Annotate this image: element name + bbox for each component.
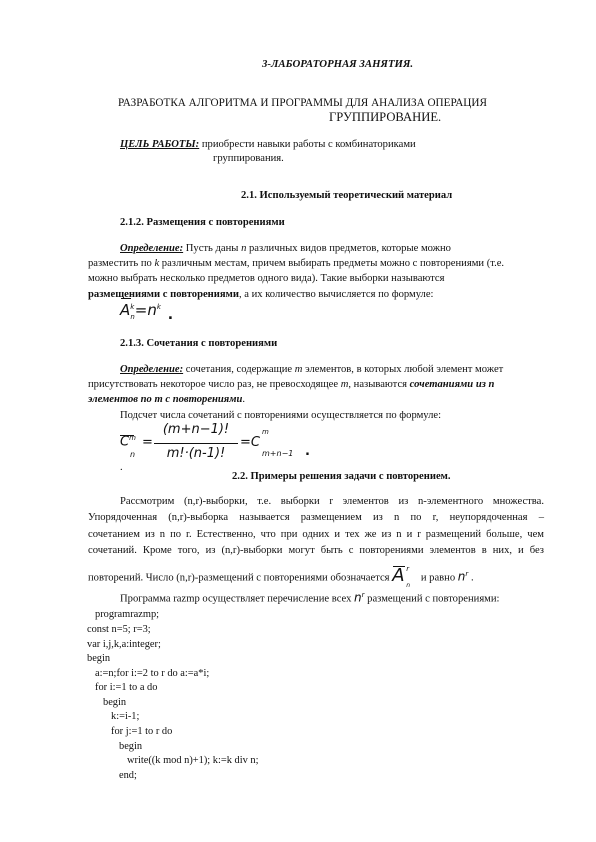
definition-text: Пусть даны (183, 243, 242, 254)
paragraph-line: сочетаний. Кроме того, из (n,r)-выборки могут быть с повторениями элементов в них, и без (88, 544, 544, 556)
definition-text: различным местам, причем выбирать предметы можно с повторениями (т.е. (159, 258, 505, 270)
code-line: write((k mod n)+1); k:=k div n; (127, 755, 259, 766)
var-k: k (154, 258, 160, 270)
placements-formula (120, 301, 173, 321)
topic-title-line2: ГРУППИРОВАНИЕ. (329, 110, 442, 124)
program-intro (120, 588, 500, 607)
code-line: var i,j,k,a:integer; (87, 639, 161, 650)
paragraph-text: . (468, 572, 474, 584)
section-2-1-2-heading: 2.1.2. Размещения с повторениями (120, 217, 285, 228)
goal-line1 (120, 137, 416, 152)
definition-combinations (88, 362, 544, 423)
code-line: begin (87, 653, 111, 664)
definition-text: . (242, 394, 246, 406)
definition-text: сочетания, содержащие (183, 364, 295, 375)
formula-equals: = (142, 435, 153, 450)
var-n: n (457, 569, 466, 584)
paragraph-text: Программа razmp осуществляет перечисление всех (120, 593, 355, 605)
definition-text: , называются (348, 379, 410, 391)
goal-label: ЦЕЛЬ РАБОТЫ: (120, 139, 200, 150)
goal-line2: группирования. (213, 153, 284, 164)
code-line: k:=i-1; (111, 711, 140, 722)
definition-text: можно выбрать несколько предметов одного вида). Такие выборки называются (88, 273, 445, 285)
notation-sub: n (406, 581, 411, 589)
formula-sup: m (129, 434, 136, 442)
code-line: const n=5; r=3; (87, 624, 151, 635)
formula-sub: n (130, 450, 136, 459)
notation-a: A (392, 564, 405, 586)
section-2-1-heading: 2.1. Используемый теоретический материал (241, 190, 453, 201)
goal-text: приобрести навыки работы с комбинаториками (199, 139, 416, 150)
code-line: begin (119, 741, 143, 752)
code-line: programrazmp; (95, 609, 160, 620)
topic-title-line1: РАЗРАБОТКА АЛГОРИТМА И ПРОГРАММЫ ДЛЯ АНАЛИЗА ОПЕРАЦИЯ (118, 97, 487, 109)
formula-symbol-a: A (120, 301, 131, 319)
section-2-2-heading: 2.2. Примеры решения задачи с повторением. (232, 471, 451, 482)
paragraph-line: сочетанием из n по r. Естественно, что при одних и тех же из n и r размещений больше, чем (88, 528, 544, 540)
definition-text: разместить по (88, 258, 155, 270)
paragraph-text: и равно (418, 572, 458, 584)
formula-denominator: m!·(n-1)! (166, 446, 226, 461)
var-n: n (354, 590, 362, 605)
var-m: m (294, 364, 303, 375)
var-r: r (361, 591, 365, 599)
code-line: end; (119, 770, 137, 781)
notation-sup: r (406, 564, 410, 573)
definition-text: , а их количество вычисляется по формуле: (238, 288, 434, 300)
code-line: a:=n;for i:=2 to r do a:=a*i; (95, 668, 210, 679)
formula-sub: n (130, 313, 135, 321)
var-r: r (465, 570, 469, 578)
definition-term: сочетаниями из n (409, 379, 495, 391)
definition-label: Определение: (120, 243, 184, 254)
notation-symbol (392, 564, 418, 589)
notation-line (88, 564, 474, 589)
definition-text: присутствовать некоторое число раз, не превосходящее (88, 379, 341, 391)
formula-n: n (147, 301, 157, 319)
formula-sub2: m+n−1 (262, 449, 294, 458)
definition-term: размещениями с повторениями (88, 288, 239, 300)
formula-sup2: m (262, 428, 269, 436)
definition-placements (88, 241, 544, 302)
section-2-1-3-heading: 2.1.3. Сочетания с повторениями (120, 338, 278, 349)
formula-sup: k (130, 303, 135, 311)
definition-label: Определение: (120, 364, 184, 375)
code-line: begin (103, 697, 127, 708)
code-line: for j:=1 to r do (111, 726, 173, 737)
formula-numerator: (m+n−1)! (162, 422, 230, 437)
formula-symbol-c: C (120, 434, 130, 450)
definition-text: элементов, в которых любой элемент может (302, 364, 504, 375)
paragraph-line: повторений. Число (n,r)-размещений с повторениями обозначается (88, 572, 393, 584)
formula-equals-c: =C (240, 435, 260, 450)
code-line: for i:=1 to a do (95, 682, 158, 693)
fraction-bar (154, 443, 238, 444)
lab-title: 3-ЛАБОРАТОРНАЯ ЗАНЯТИЯ. (262, 58, 414, 70)
var-m: m (340, 379, 349, 391)
formula-equals: = (134, 301, 148, 319)
var-n: n (241, 243, 247, 254)
stray-dot: . (120, 462, 123, 473)
paragraph-line: Рассмотрим (n,r)-выборки, т.е. выборки r элементов из n-элементного множества. (120, 496, 544, 507)
count-line: Подсчет числа сочетаний с повторениями осуществляется по формуле: (120, 409, 442, 421)
paragraph-line: Упорядоченная (n,r)-выборка называется размещением из n по r, неупорядоченная – (88, 512, 544, 524)
formula-k: k (156, 303, 161, 311)
definition-term: элементов по т с повторениями (88, 394, 243, 406)
example-paragraph (88, 494, 544, 559)
formula-dot: . (305, 444, 310, 459)
paragraph-text: размещений с повторениями: (364, 593, 500, 605)
formula-dot: . (167, 307, 174, 323)
definition-text: различных видов предметов, которые можно (246, 243, 451, 254)
